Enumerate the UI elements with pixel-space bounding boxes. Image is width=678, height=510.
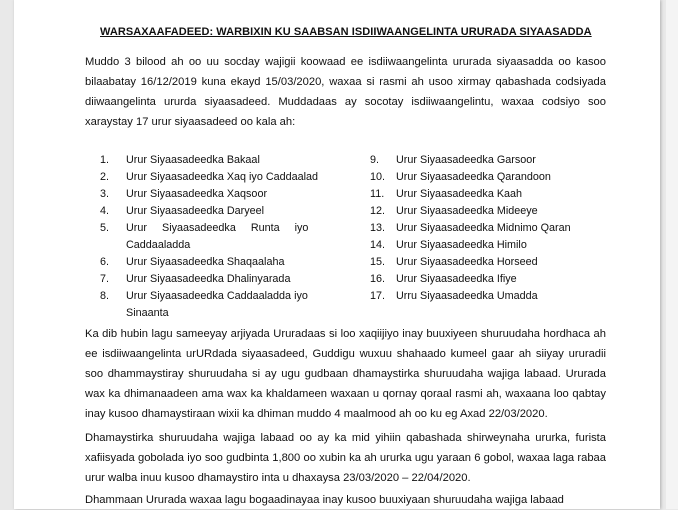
- list-number: 7.: [100, 273, 110, 285]
- list-text: Urur Siyaasadeedka Mideeye: [396, 205, 538, 217]
- paragraph-verification: Ka dib hubin lagu sameeyay arjiyada Ururadaas si loo xaqiijiyo inay buuxiyeen shuruudaha hordhaca ah ee isdiiwaangelinta urURdada siyaasadeed, Guddigu wuxuu shahaado kumeel gaar ah siiyay ururadii soo dhammaystiray shuruudaha si ay ugu gudbaan dhamaystirka shuruudaha wajiga labaad. Ururada wax ka dhimanaadeen ama wax ka khaldameen waxaan u qornay qoraal rasmi ah, waxaana loo qabtay inay kusoo dhamaystiraan wixii ka dhiman muddo 4 maalmood ah oo ku eg Axad 22/03/2020.: [85, 328, 606, 420]
- list-text: Urur Siyaasadeedka Himilo: [396, 239, 527, 251]
- list-item: [370, 203, 610, 220]
- list-item: [370, 169, 610, 186]
- list-item: [100, 288, 332, 322]
- list-item: [370, 186, 610, 203]
- list-text: Urur Siyaasadeedka Ifiye: [396, 273, 517, 285]
- list-text: Urur Siyaasadeedka Dhalinyarada: [126, 273, 291, 285]
- list-text: Urur Siyaasadeedka Xaqsoor: [126, 188, 268, 200]
- window-edge: [666, 0, 678, 509]
- list-number: 1.: [100, 154, 110, 166]
- list-text: Urur Siyaasadeedka Daryeel: [126, 205, 265, 217]
- list-number: 6.: [100, 256, 110, 268]
- list-number: 14.: [370, 239, 386, 251]
- paragraph-second-phase: Dhamaystirka shuruudaha wajiga labaad oo ay ka mid yihiin qabashada shirweynaha ururka, furista xafiisyada gobolada iyo soo gudbinta 1,800 oo xubin ka ah ururka ugu yaraan 6 gobol, waxaa laga rabaa urur walba inuu kusoo dhamaystiro inta u dhaxaysa 23/03/2020 – 22/04/2020.: [85, 432, 606, 484]
- party-list-right: [370, 152, 610, 305]
- list-text: Urru Siyaasadeedka Umadda: [396, 290, 538, 302]
- list-number: 17.: [370, 290, 386, 302]
- list-item: [370, 254, 610, 271]
- list-item: [100, 220, 332, 254]
- list-item: [370, 288, 610, 305]
- list-number: 12.: [370, 205, 386, 217]
- party-list-left: [100, 152, 332, 322]
- list-number: 9.: [370, 154, 380, 166]
- list-item: [100, 186, 332, 203]
- list-item: [370, 237, 610, 254]
- list-number: 8.: [100, 290, 110, 302]
- list-text: Urur Siyaasadeedka Shaqaalaha: [126, 256, 285, 268]
- list-item: [370, 152, 610, 169]
- list-item: [370, 220, 610, 237]
- paragraph-closing: Dhammaan Ururada waxaa lagu bogaadinayaa inay kusoo buuxiyaan shuruudaha wajiga labaad: [85, 494, 564, 506]
- paragraph-intro: Muddo 3 bilood ah oo uu socday wajigii koowaad ee isdiiwaangelinta ururada siyaasadda oo kasoo bilaabatay 16/12/2019 kuna ekayd 15/03/2020, waxaa si rasmi ah usoo xirmay qabashada codsiyada diiwaangelinta ururda siyaasadeed. Muddadaas ay socotay isdiiwaangelintu, waxaa codsiyo soo xaraystay 17 urur siyaasadeed oo kala ah:: [85, 56, 606, 128]
- document-title: WARSAXAAFADEED: WARBIXIN KU SAABSAN ISDIIWAANGELINTA URURADA SIYAASADDA: [100, 26, 592, 38]
- list-text: Urur Siyaasadeedka Bakaal: [126, 154, 260, 166]
- list-item: [100, 271, 332, 288]
- list-number: 16.: [370, 273, 386, 285]
- list-text: Urur Siyaasadeedka Midnimo Qaran: [396, 222, 571, 234]
- list-item: [100, 152, 332, 169]
- list-text: Urur Siyaasadeedka Kaah: [396, 188, 523, 200]
- list-text: Urur Siyaasadeedka Xaq iyo Caddaalad: [126, 171, 319, 183]
- list-item: [100, 169, 332, 186]
- list-text: Urur Siyaasadeedka Runta iyo Caddaaladda: [126, 222, 309, 251]
- list-item: [370, 271, 610, 288]
- list-number: 5.: [100, 222, 110, 234]
- list-number: 3.: [100, 188, 110, 200]
- list-text: Urur Siyaasadeedka Horseed: [396, 256, 538, 268]
- list-number: 2.: [100, 171, 110, 183]
- list-item: [100, 254, 332, 271]
- list-number: 10.: [370, 171, 386, 183]
- list-text: Urur Siyaasadeedka Caddaaladda iyo Sinaanta: [126, 290, 308, 319]
- list-number: 15.: [370, 256, 386, 268]
- document-page: [14, 0, 660, 509]
- list-text: Urur Siyaasadeedka Garsoor: [396, 154, 536, 166]
- list-number: 13.: [370, 222, 386, 234]
- list-number: 11.: [370, 188, 385, 200]
- list-text: Urur Siyaasadeedka Qarandoon: [396, 171, 551, 183]
- list-number: 4.: [100, 205, 110, 217]
- list-item: [100, 203, 332, 220]
